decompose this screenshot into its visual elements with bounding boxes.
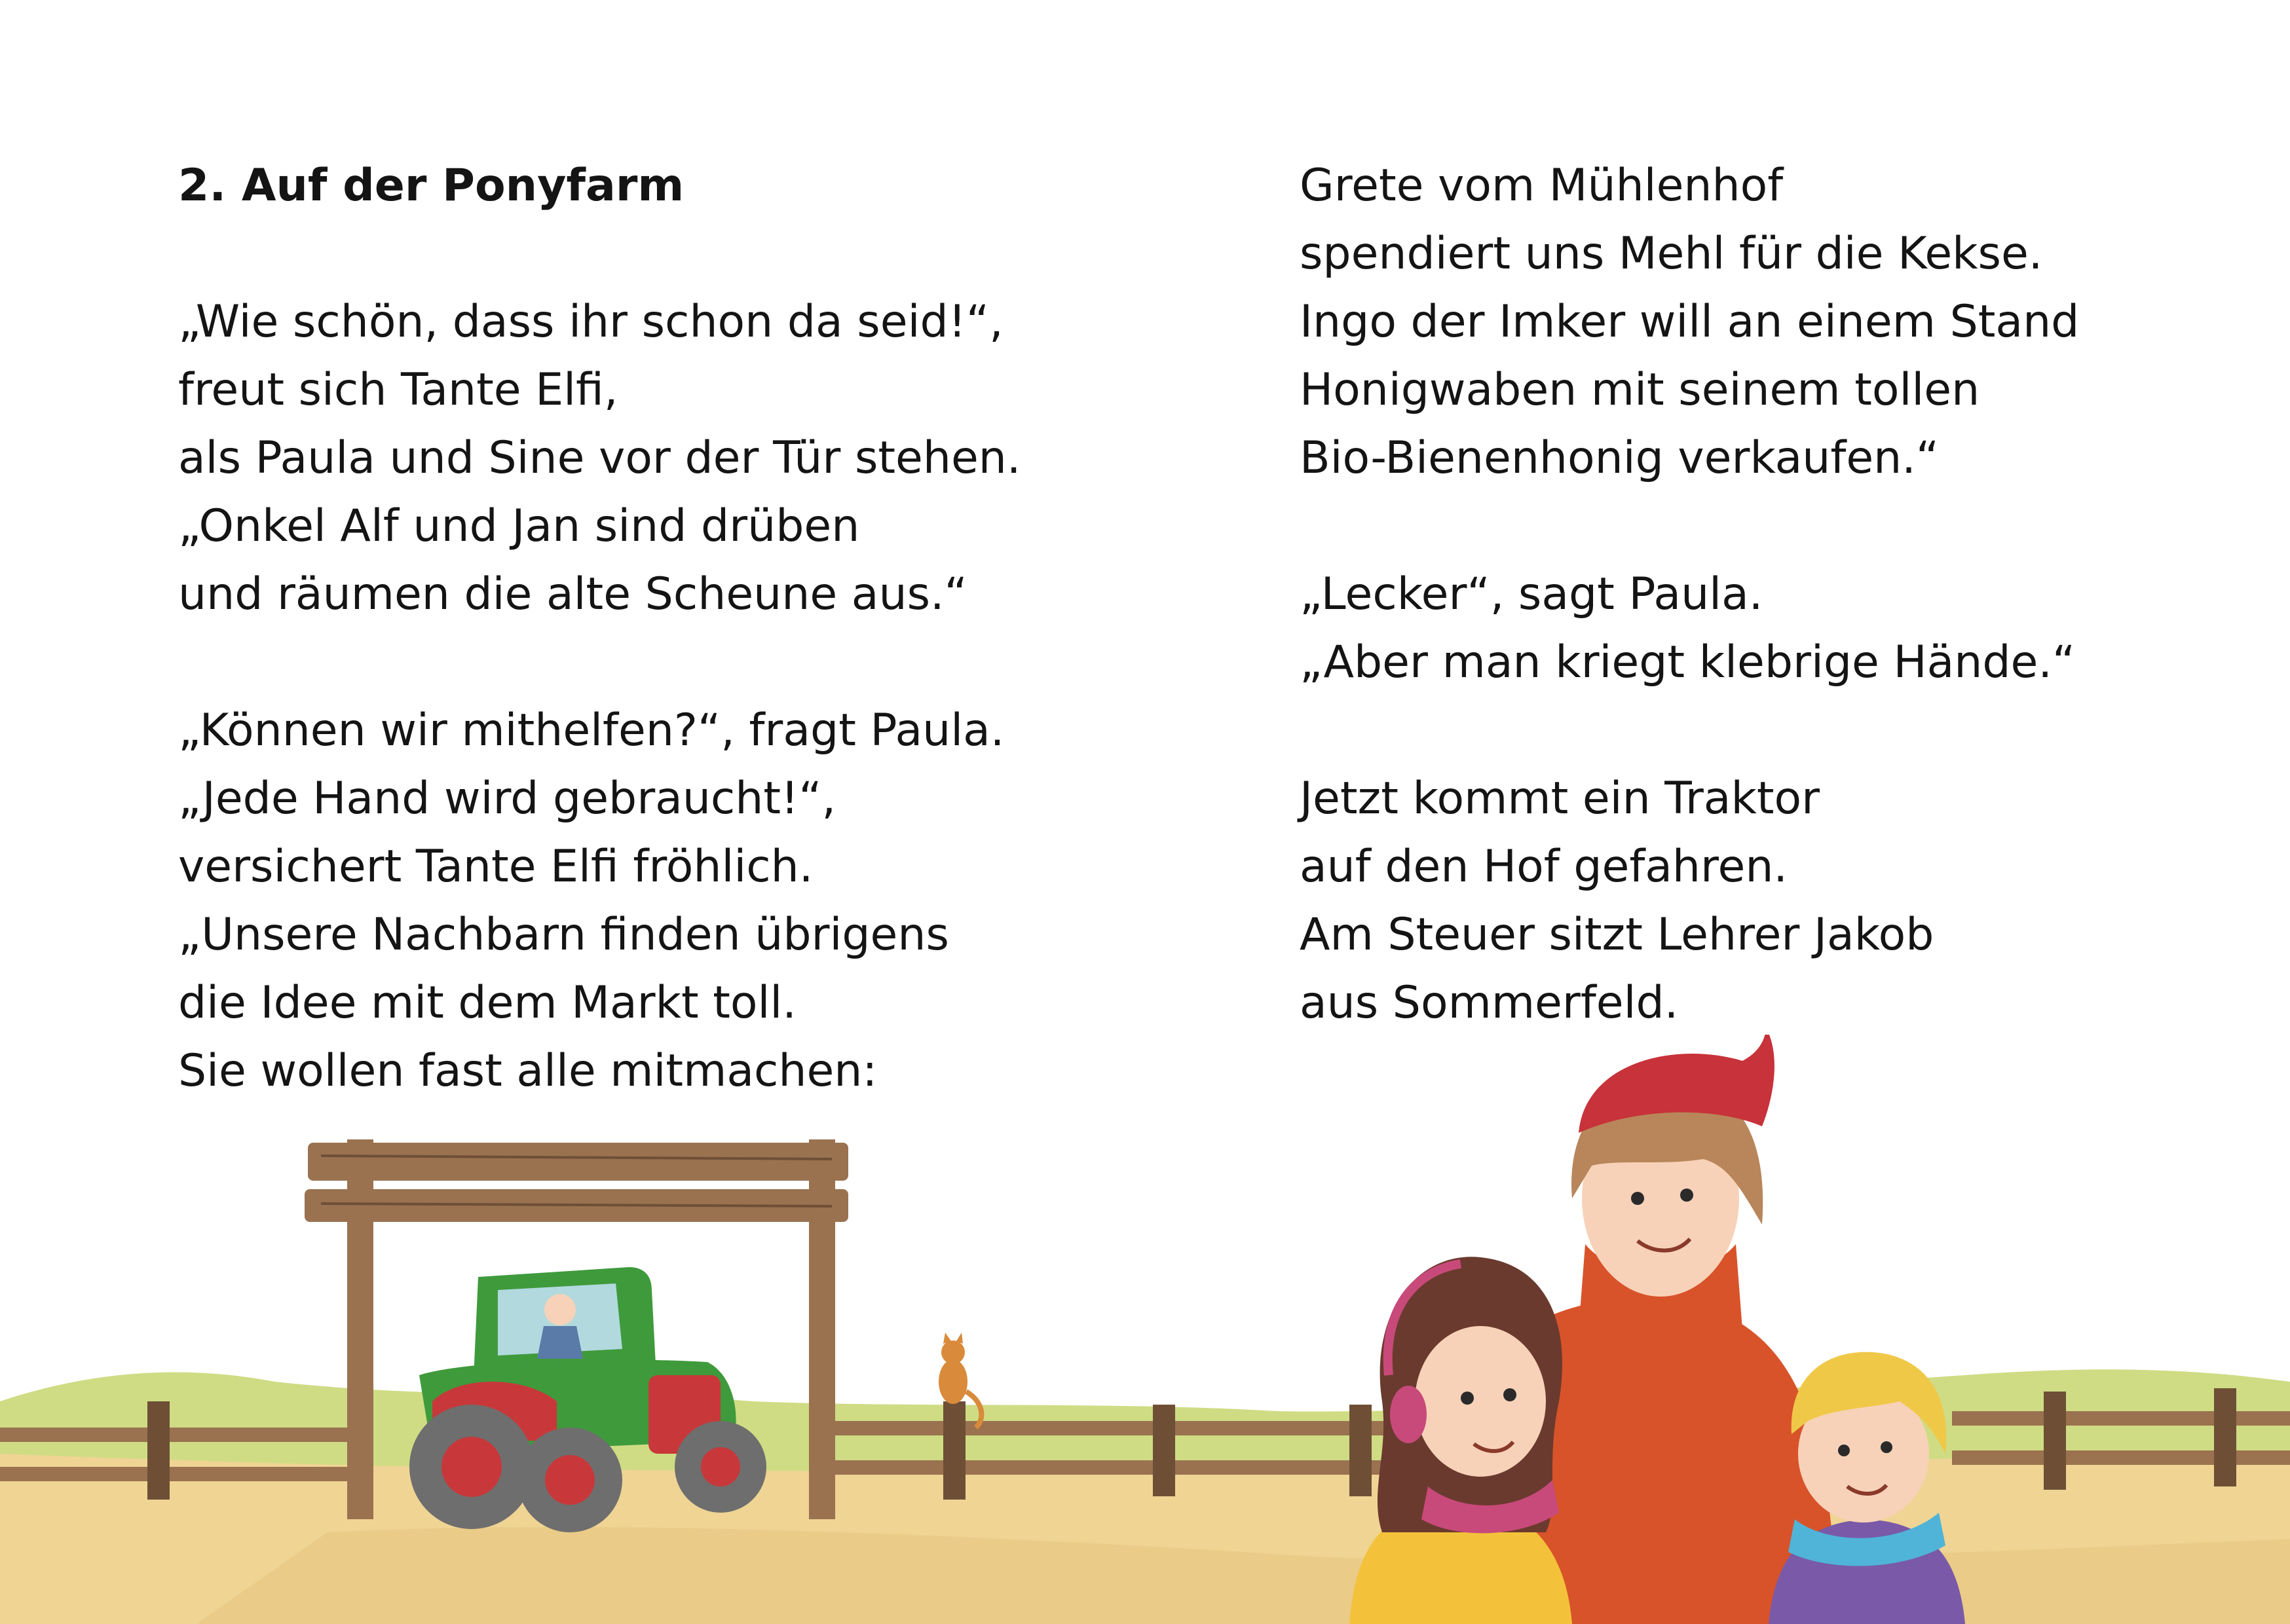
- paragraph-gap: [1300, 492, 2217, 561]
- chapter-heading: 2. Auf der Ponyfarm: [178, 160, 685, 212]
- paragraph-gap: [178, 629, 1226, 697]
- text-line: „Aber man kriegt klebrige Hände.“: [1300, 637, 2076, 688]
- text-line: auf den Hof gefahren.: [1300, 841, 1788, 893]
- text-line: die Idee mit dem Markt toll.: [178, 977, 797, 1029]
- text-line: „Jede Hand wird gebraucht!“,: [178, 773, 836, 824]
- text-line: als Paula und Sine vor der Tür stehen.: [178, 432, 1021, 484]
- text-line: „Wie schön, dass ihr schon da seid!“,: [178, 296, 1004, 348]
- text-line: „Können wir mithelfen?“, fragt Paula.: [178, 705, 1005, 756]
- right-text-column: [1300, 152, 2217, 1037]
- farm-illustration: [0, 1035, 2290, 1624]
- paragraph-gap: [1300, 697, 2217, 765]
- text-line: versichert Tante Elfi fröhlich.: [178, 841, 814, 893]
- text-line: spendiert uns Mehl für die Kekse.: [1300, 228, 2043, 280]
- text-line: „Onkel Alf und Jan sind drüben: [178, 500, 860, 552]
- text-line: Ingo der Imker will an einem Stand: [1300, 296, 2080, 348]
- tractor: [409, 1267, 766, 1532]
- text-line: „Lecker“, sagt Paula.: [1300, 568, 1763, 620]
- paragraph-gap: [178, 220, 1226, 288]
- text-line: Am Steuer sitzt Lehrer Jakob: [1300, 909, 1934, 961]
- text-line: freut sich Tante Elfi,: [178, 364, 618, 416]
- left-text-column: [178, 152, 1226, 1105]
- text-line: Honigwaben mit seinem tollen: [1300, 364, 1980, 416]
- text-line: Grete vom Mühlenhof: [1300, 160, 1784, 212]
- text-line: Sie wollen fast alle mitmachen:: [178, 1045, 878, 1097]
- text-line: und räumen die alte Scheune aus.“: [178, 568, 967, 620]
- text-line: Jetzt kommt ein Traktor: [1300, 773, 1820, 824]
- text-line: Bio-Bienenhonig verkaufen.“: [1300, 432, 1940, 484]
- text-line: „Unsere Nachbarn finden übrigens: [178, 909, 949, 961]
- text-line: aus Sommerfeld.: [1300, 977, 1679, 1029]
